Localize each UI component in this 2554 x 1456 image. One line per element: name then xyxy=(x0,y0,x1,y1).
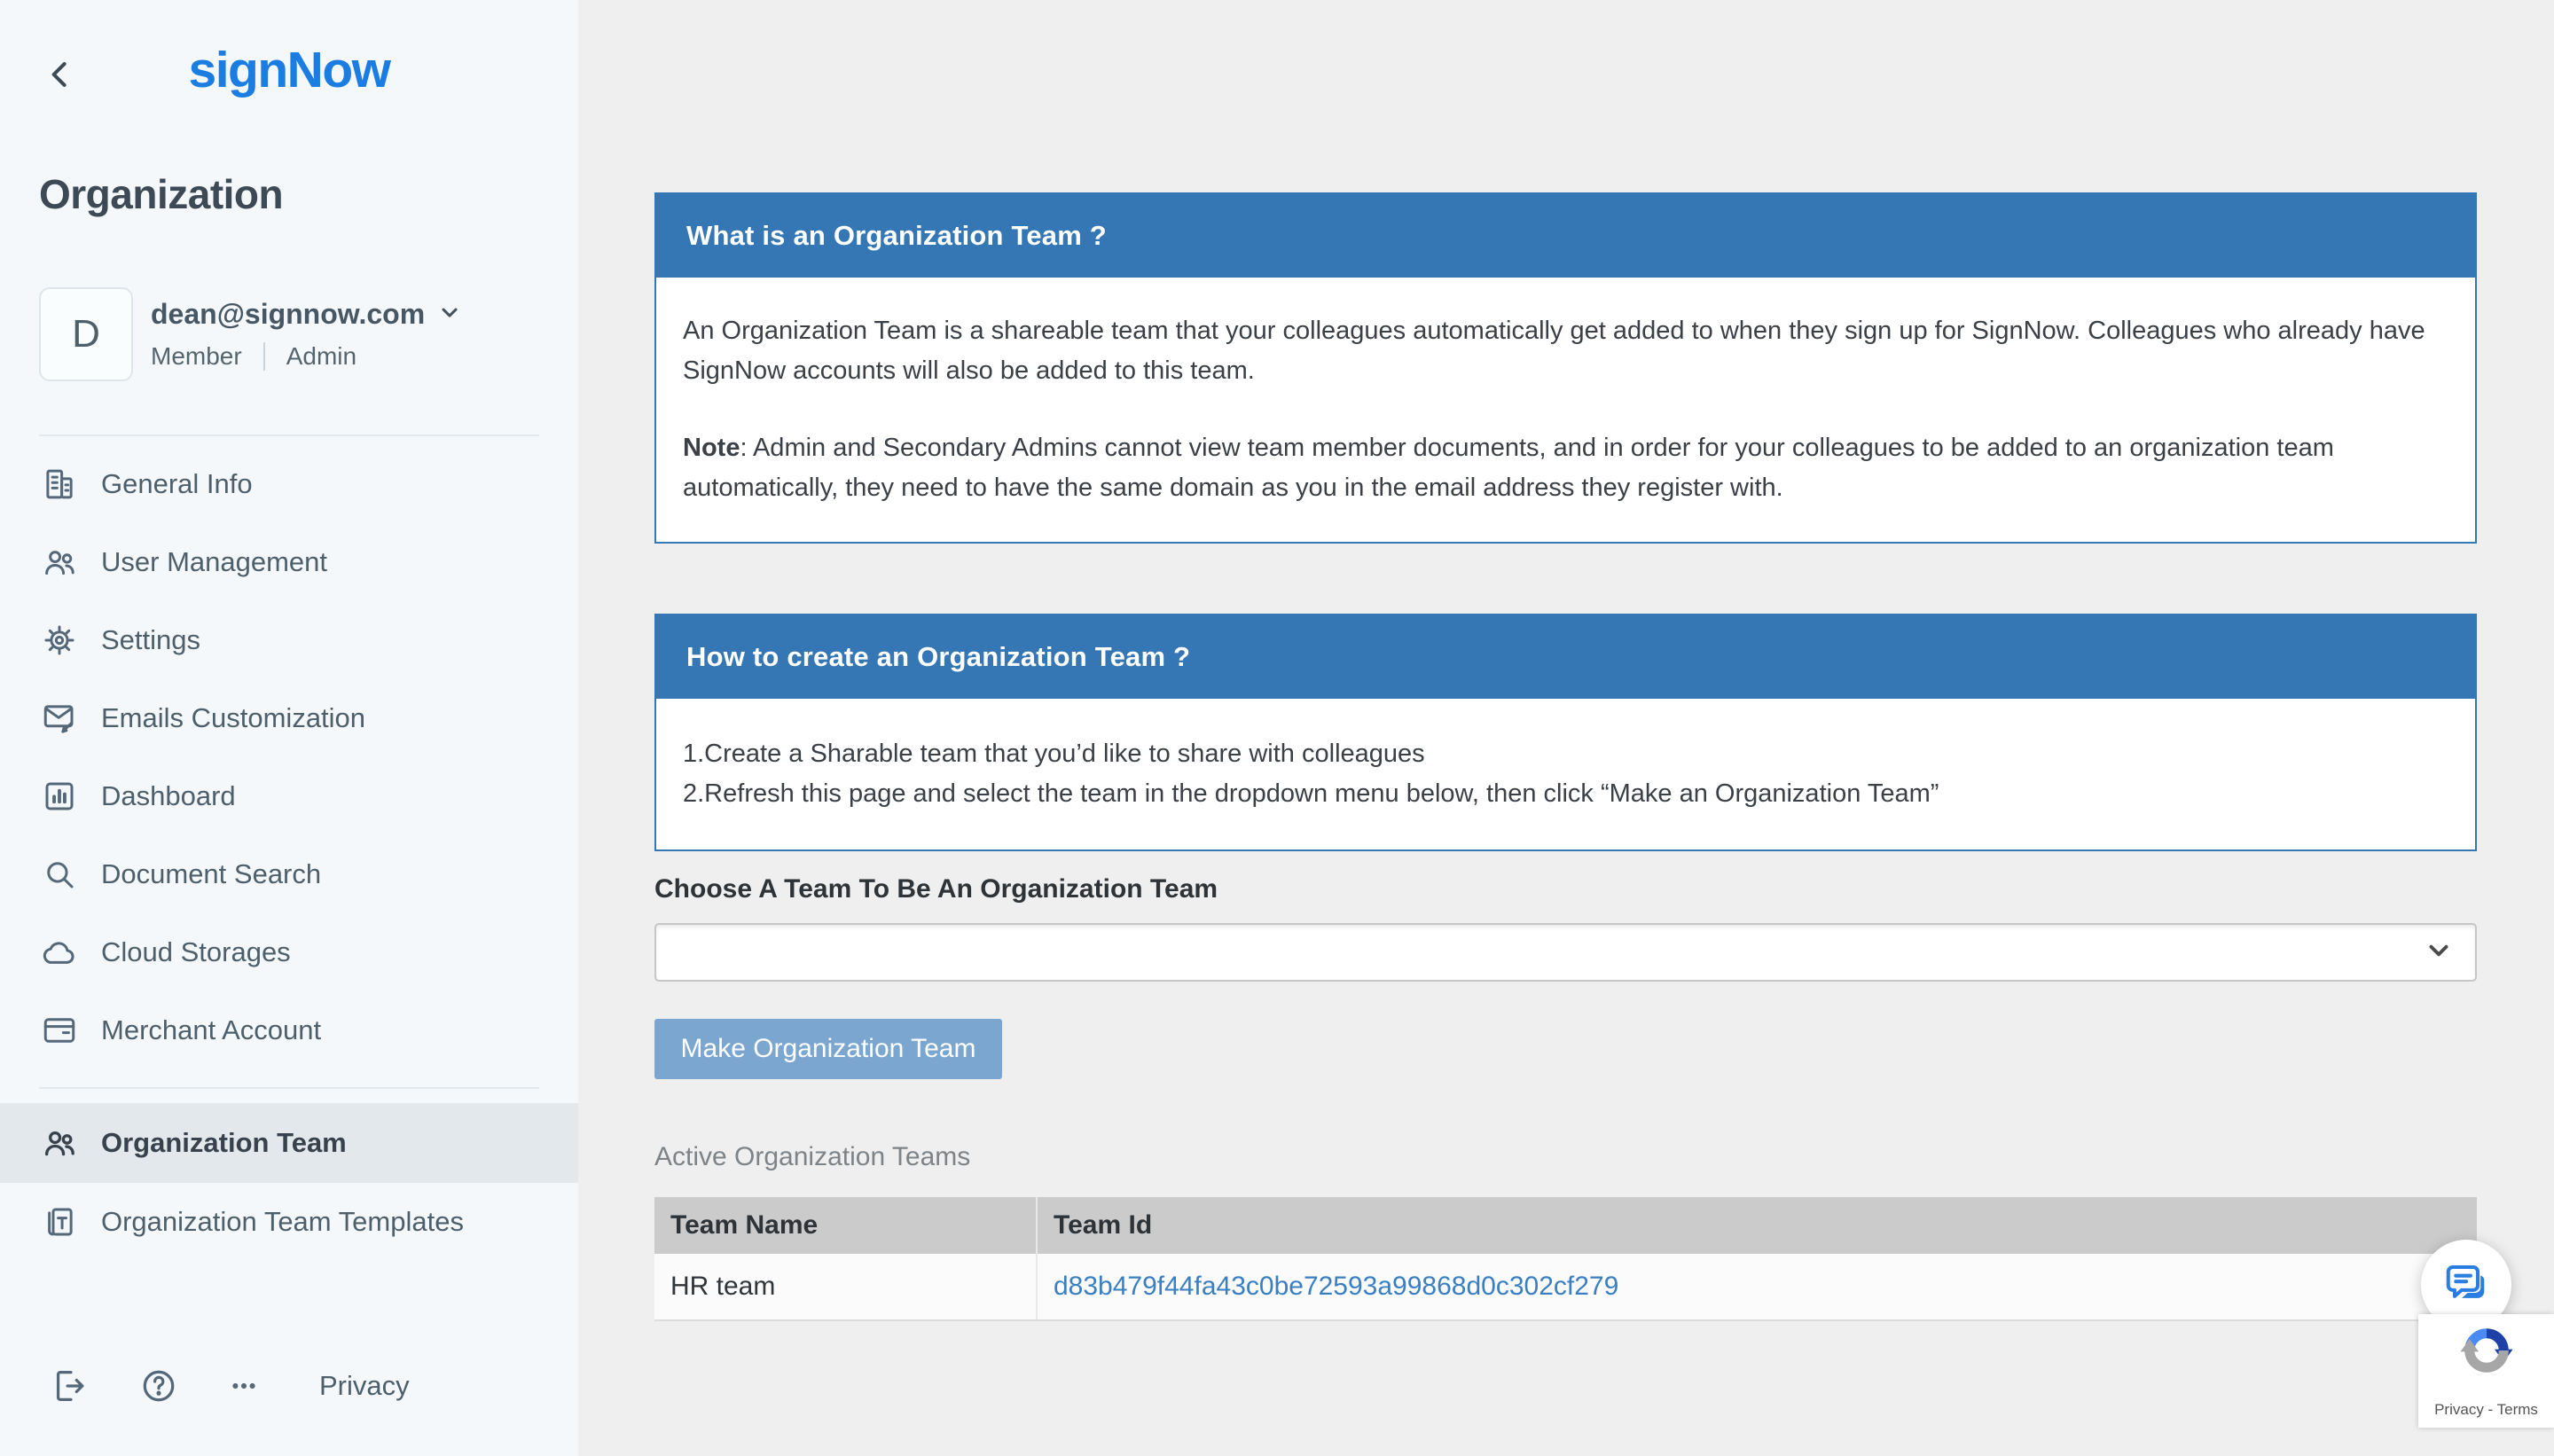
bar-chart-icon xyxy=(41,778,78,815)
page-title: Organization xyxy=(39,171,284,217)
sidebar-item-user-management[interactable] xyxy=(0,523,578,601)
step-2: 2.Refresh this page and select the team in the dropdown menu below, then click “Make an Organization Team” xyxy=(683,779,1939,808)
active-teams-title: Active Organization Teams xyxy=(654,1142,971,1171)
sidebar-item-general-info[interactable] xyxy=(0,445,578,523)
sidebar-divider xyxy=(39,434,539,436)
sidebar-item-cloud-storages[interactable] xyxy=(0,913,578,991)
team-id-link[interactable]: d83b479f44fa43c0be72593a99868d0c302cf279 xyxy=(1054,1272,1619,1301)
panel-header: How to create an Organization Team ? xyxy=(656,615,2475,699)
sidebar-item-organization-team-templates[interactable] xyxy=(0,1183,578,1261)
sidebar-item-emails-customization[interactable] xyxy=(0,679,578,757)
panel-header: What is an Organization Team ? xyxy=(656,194,2475,278)
users-icon xyxy=(41,544,78,581)
sidebar-item-label: Merchant Account xyxy=(101,1014,322,1045)
email-edit-icon xyxy=(41,700,78,737)
account-menu[interactable] xyxy=(151,298,462,331)
sidebar xyxy=(0,0,578,1456)
recaptcha-privacy-terms[interactable]: Privacy - Terms xyxy=(2434,1401,2538,1418)
sidebar-item-label: Emails Customization xyxy=(101,702,366,733)
sidebar-item-label: Organization Team xyxy=(101,1127,347,1158)
user-roles xyxy=(151,342,356,371)
choose-team-label: Choose A Team To Be An Organization Team xyxy=(654,874,1218,904)
note-text: : Admin and Secondary Admins cannot view team member documents, and in order for your colleagues to be added to an organization team automatically, they need to have the same domain as you in the email address they register with. xyxy=(683,434,2334,502)
column-header-team-name: Team Name xyxy=(670,1210,819,1240)
team-id-cell xyxy=(1036,1254,2477,1319)
panel-body xyxy=(656,278,2475,542)
how-to-create-panel xyxy=(654,614,2477,851)
sidebar-item-dashboard[interactable] xyxy=(0,757,578,835)
template-icon xyxy=(41,1203,78,1241)
org-team-note xyxy=(683,428,2448,508)
step-1: 1.Create a Sharable team that you’d like to share with colleagues xyxy=(683,740,1425,768)
sidebar-divider xyxy=(39,1087,539,1089)
sidebar-item-settings[interactable] xyxy=(0,601,578,679)
table-row xyxy=(654,1254,2477,1321)
ellipsis-icon xyxy=(223,1395,264,1410)
org-info-icon xyxy=(41,466,78,503)
sidebar-footer xyxy=(0,1355,578,1417)
sidebar-item-organization-team[interactable] xyxy=(0,1103,578,1183)
sidebar-item-label: Settings xyxy=(101,624,201,655)
chevron-down-icon xyxy=(437,300,462,329)
credit-card-icon xyxy=(41,1012,78,1049)
org-team-description: An Organization Team is a shareable team that your colleagues automatically get added to when they sign up for SignNow. Colleagues who already have SignNow accounts will also be added to this team. xyxy=(683,317,2425,385)
role-separator xyxy=(263,342,265,371)
sidebar-item-label: Dashboard xyxy=(101,780,236,811)
sidebar-item-label: Organization Team Templates xyxy=(101,1206,464,1237)
chat-icon xyxy=(2442,1259,2490,1311)
team-select[interactable] xyxy=(654,923,2477,982)
signnow-logo: signNow xyxy=(188,42,390,98)
avatar xyxy=(39,287,133,381)
sidebar-item-label: User Management xyxy=(101,546,328,577)
role-member: Member xyxy=(151,342,242,370)
active-teams-table xyxy=(654,1197,2477,1321)
sidebar-item-merchant-account[interactable] xyxy=(0,991,578,1069)
cloud-icon xyxy=(41,934,78,971)
more-options-button[interactable] xyxy=(223,1366,264,1406)
sidebar-item-label: Cloud Storages xyxy=(101,936,291,967)
user-email: dean@signnow.com xyxy=(151,298,426,330)
note-label: Note xyxy=(683,434,740,462)
panel-body xyxy=(656,699,2475,849)
sidebar-item-document-search[interactable] xyxy=(0,835,578,913)
avatar-letter: D xyxy=(72,312,100,356)
chevron-down-icon xyxy=(2424,935,2454,970)
logout-button[interactable] xyxy=(50,1366,90,1406)
what-is-org-team-panel xyxy=(654,192,2477,544)
logout-icon xyxy=(50,1395,90,1410)
table-header-row xyxy=(654,1197,2477,1254)
question-circle-icon xyxy=(138,1395,179,1410)
recaptcha-badge xyxy=(2418,1314,2554,1428)
sidebar-item-label: Document Search xyxy=(101,858,322,889)
make-organization-team-button[interactable]: Make Organization Team xyxy=(654,1019,1002,1079)
privacy-link[interactable]: Privacy xyxy=(319,1370,410,1401)
team-name-cell: HR team xyxy=(670,1272,776,1301)
column-header-team-id: Team Id xyxy=(1036,1197,2477,1254)
recaptcha-logo-icon xyxy=(2457,1321,2516,1384)
help-button[interactable] xyxy=(138,1366,179,1406)
users-icon xyxy=(41,1124,78,1162)
role-admin: Admin xyxy=(286,342,357,370)
gear-icon xyxy=(41,622,78,659)
search-icon xyxy=(41,856,78,893)
sidebar-item-label: General Info xyxy=(101,468,253,499)
